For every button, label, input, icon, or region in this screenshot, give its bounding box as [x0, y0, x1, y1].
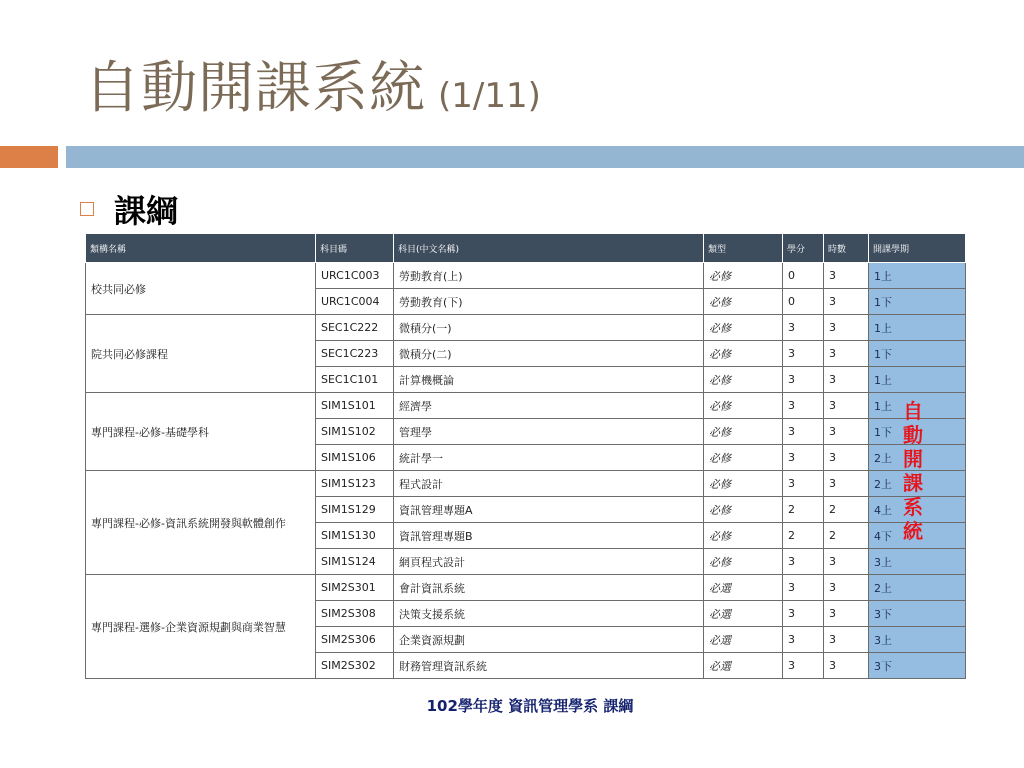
course-name-cell: 企業資源規劃: [394, 627, 704, 653]
course-semester-cell: 4下: [869, 523, 966, 549]
table-header-row: [86, 234, 966, 263]
course-type-cell: 必修: [704, 263, 783, 289]
course-name-cell: 會計資訊系統: [394, 575, 704, 601]
col-header-credits: 學分: [783, 234, 824, 263]
course-name-cell: 微積分(二): [394, 341, 704, 367]
course-credits-cell: 3: [783, 419, 824, 445]
course-hours-cell: 3: [824, 419, 869, 445]
course-code-cell: SEC1C223: [316, 341, 394, 367]
vertical-annotation: [898, 399, 928, 543]
course-credits-cell: 3: [783, 575, 824, 601]
course-type-cell: 必修: [704, 341, 783, 367]
course-type-cell: 必選: [704, 653, 783, 679]
course-semester-cell: 3下: [869, 601, 966, 627]
course-semester-cell: 1下: [869, 289, 966, 315]
col-header-semester: 開課學期: [869, 234, 966, 263]
course-code-cell: SIM1S106: [316, 445, 394, 471]
course-name-cell: 管理學: [394, 419, 704, 445]
course-type-cell: 必修: [704, 289, 783, 315]
accent-bar-orange: [0, 146, 58, 168]
course-credits-cell: 3: [783, 341, 824, 367]
course-hours-cell: 2: [824, 497, 869, 523]
course-credits-cell: 2: [783, 497, 824, 523]
course-credits-cell: 3: [783, 601, 824, 627]
course-semester-cell: 4上: [869, 497, 966, 523]
course-type-cell: 必選: [704, 627, 783, 653]
course-semester-cell: 3上: [869, 627, 966, 653]
table-body: [86, 263, 966, 679]
course-semester-cell: 3下: [869, 653, 966, 679]
course-name-cell: 勞動教育(下): [394, 289, 704, 315]
category-cell: 專門課程-必修-基礎學科: [86, 393, 316, 471]
annotation-char: 開: [903, 447, 923, 471]
col-header-hours: 時數: [824, 234, 869, 263]
course-type-cell: 必修: [704, 315, 783, 341]
course-semester-cell: 1下: [869, 341, 966, 367]
course-code-cell: SIM1S101: [316, 393, 394, 419]
annotation-char: 統: [903, 519, 923, 543]
slide-caption: 102學年度 資訊管理學系 課綱: [426, 697, 634, 715]
course-semester-cell: 1上: [869, 367, 966, 393]
category-cell: 院共同必修課程: [86, 315, 316, 393]
course-credits-cell: 3: [783, 653, 824, 679]
course-type-cell: 必修: [704, 367, 783, 393]
course-credits-cell: 0: [783, 289, 824, 315]
course-credits-cell: 3: [783, 393, 824, 419]
course-code-cell: SEC1C222: [316, 315, 394, 341]
course-credits-cell: 2: [783, 523, 824, 549]
course-semester-cell: 2上: [869, 445, 966, 471]
col-header-code: 科目碼: [316, 234, 394, 263]
table-row: [86, 575, 966, 601]
course-hours-cell: 3: [824, 315, 869, 341]
curriculum-table: [85, 233, 966, 679]
course-semester-cell: 2上: [869, 471, 966, 497]
course-credits-cell: 3: [783, 549, 824, 575]
course-hours-cell: 3: [824, 653, 869, 679]
course-code-cell: SIM2S301: [316, 575, 394, 601]
course-credits-cell: 3: [783, 367, 824, 393]
course-credits-cell: 3: [783, 445, 824, 471]
annotation-char: 系: [903, 495, 923, 519]
course-semester-cell: 3上: [869, 549, 966, 575]
course-semester-cell: 2上: [869, 575, 966, 601]
course-hours-cell: 3: [824, 549, 869, 575]
slide-title-text: 自動開課系統: [84, 56, 426, 121]
course-name-cell: 統計學一: [394, 445, 704, 471]
course-semester-cell: 1上: [869, 393, 966, 419]
course-code-cell: SIM1S102: [316, 419, 394, 445]
course-name-cell: 決策支援系統: [394, 601, 704, 627]
bullet-item: [80, 186, 178, 232]
course-name-cell: 計算機概論: [394, 367, 704, 393]
course-hours-cell: 3: [824, 575, 869, 601]
course-code-cell: SIM2S308: [316, 601, 394, 627]
course-semester-cell: 1下: [869, 419, 966, 445]
bullet-heading: 課綱: [114, 192, 179, 230]
slide-title: [84, 44, 541, 124]
course-hours-cell: 3: [824, 393, 869, 419]
course-type-cell: 必修: [704, 523, 783, 549]
course-name-cell: 勞動教育(上): [394, 263, 704, 289]
category-cell: 校共同必修: [86, 263, 316, 315]
course-type-cell: 必修: [704, 497, 783, 523]
col-header-type: 類型: [704, 234, 783, 263]
course-name-cell: 資訊管理專題B: [394, 523, 704, 549]
course-name-cell: 微積分(一): [394, 315, 704, 341]
course-type-cell: 必修: [704, 471, 783, 497]
slide-title-page: (1/11): [438, 76, 541, 116]
course-hours-cell: 3: [824, 367, 869, 393]
col-header-name: 科目(中文名稱): [394, 234, 704, 263]
course-hours-cell: 2: [824, 523, 869, 549]
course-code-cell: SEC1C101: [316, 367, 394, 393]
course-hours-cell: 3: [824, 289, 869, 315]
course-code-cell: SIM1S129: [316, 497, 394, 523]
course-name-cell: 網頁程式設計: [394, 549, 704, 575]
course-type-cell: 必修: [704, 549, 783, 575]
course-hours-cell: 3: [824, 341, 869, 367]
col-header-category: 類構名稱: [86, 234, 316, 263]
course-type-cell: 必修: [704, 419, 783, 445]
course-code-cell: SIM1S130: [316, 523, 394, 549]
course-code-cell: SIM1S124: [316, 549, 394, 575]
square-bullet-icon: [80, 202, 94, 216]
course-name-cell: 經濟學: [394, 393, 704, 419]
annotation-char: 自: [903, 399, 923, 423]
course-semester-cell: 1上: [869, 263, 966, 289]
course-code-cell: SIM2S306: [316, 627, 394, 653]
annotation-char: 課: [903, 471, 923, 495]
accent-bar-blue: [66, 146, 1024, 168]
course-type-cell: 必選: [704, 575, 783, 601]
course-code-cell: URC1C004: [316, 289, 394, 315]
table-row: [86, 263, 966, 289]
category-cell: 專門課程-選修-企業資源規劃與商業智慧: [86, 575, 316, 679]
course-hours-cell: 3: [824, 627, 869, 653]
category-cell: 專門課程-必修-資訊系統開發與軟體創作: [86, 471, 316, 575]
course-credits-cell: 0: [783, 263, 824, 289]
course-name-cell: 資訊管理專題A: [394, 497, 704, 523]
course-credits-cell: 3: [783, 627, 824, 653]
course-code-cell: SIM2S302: [316, 653, 394, 679]
course-code-cell: SIM1S123: [316, 471, 394, 497]
course-type-cell: 必選: [704, 601, 783, 627]
annotation-char: 動: [903, 423, 923, 447]
course-name-cell: 財務管理資訊系統: [394, 653, 704, 679]
course-hours-cell: 3: [824, 601, 869, 627]
course-hours-cell: 3: [824, 263, 869, 289]
table-row: [86, 315, 966, 341]
table-row: [86, 393, 966, 419]
course-name-cell: 程式設計: [394, 471, 704, 497]
course-semester-cell: 1上: [869, 315, 966, 341]
course-hours-cell: 3: [824, 471, 869, 497]
table-row: [86, 471, 966, 497]
course-credits-cell: 3: [783, 471, 824, 497]
course-code-cell: URC1C003: [316, 263, 394, 289]
course-type-cell: 必修: [704, 393, 783, 419]
course-type-cell: 必修: [704, 445, 783, 471]
course-hours-cell: 3: [824, 445, 869, 471]
course-credits-cell: 3: [783, 315, 824, 341]
